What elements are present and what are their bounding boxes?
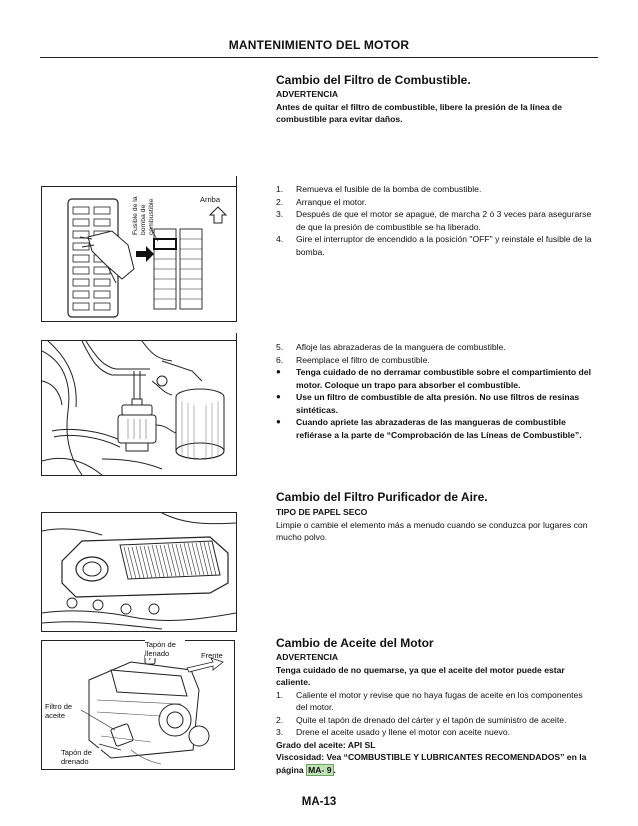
list-item: ● Tenga cuidado de no derramar combustible sobre el compartimiento del motor. Coloque un trapo para absorber el combustible.: [276, 367, 591, 390]
fuel-steps-list-2: [276, 341, 596, 441]
front-label: Frente: [201, 651, 223, 660]
fuse-box-figure: [41, 186, 237, 322]
air-filter-figure: [41, 512, 237, 632]
list-item: 5. Afloje las abrazaderas de la manguera de combustible.: [276, 342, 506, 352]
oil-grade: Grado del aceite: API SL: [276, 739, 376, 750]
oil-filter-label: Filtro de aceite: [45, 702, 81, 720]
page-header: MANTENIMIENTO DEL MOTOR: [228, 38, 410, 52]
list-item: 1. Caliente el motor y revise que no haya fugas de aceite en los componentes del motor.: [276, 689, 583, 712]
air-filter-section: [276, 490, 596, 544]
oil-section: [276, 636, 596, 776]
up-label: Arriba: [200, 195, 221, 204]
list-item: 2. Arranque el motor.: [276, 196, 367, 207]
air-filter-text: Limpie o cambie el elemento más a menudo cuando se conduzca por lugares con mucho polvo.: [276, 519, 588, 542]
engine-bay-drawing: [42, 341, 236, 475]
list-item: ● Cuando apriete las abrazaderas de las mangueras de combustible refiérase a la parte de “Comprobación de las Líneas de Combustible”.: [276, 417, 582, 440]
type-label: TIPO DE PAPEL SECO: [276, 507, 368, 517]
fuel-filter-section: [276, 73, 596, 126]
fuel-filter-figure: [41, 340, 237, 476]
section-title: Cambio de Aceite del Motor: [276, 636, 434, 650]
list-item: ● Use un filtro de combustible de alta presión. No use filtros de resinas sintéticas.: [276, 392, 580, 415]
air-cleaner-drawing: [42, 513, 236, 631]
list-item: 2. Quite el tapón de drenado del cárter y el tapón de suministro de aceite.: [276, 714, 567, 725]
warning-label: ADVERTENCIA: [276, 652, 339, 662]
warning-label: ADVERTENCIA: [276, 89, 339, 99]
warning-text: Antes de quitar el filtro de combustible, libere la presión de la línea de combustible para evitar daños.: [276, 101, 563, 124]
section-title: Cambio del Filtro de Combustible.: [276, 73, 471, 87]
section-title: Cambio del Filtro Purificador de Aire.: [276, 490, 488, 504]
fuse-label: Fusible de la bomba de combustible: [132, 196, 155, 235]
list-item: 3. Después de que el motor se apague, de marcha 2 ó 3 veces para asegurarse de que la presión de combustible se ha liberado.: [276, 209, 592, 232]
fill-cap-label: Tapón de llenado: [145, 640, 185, 658]
list-item: 4. Gire el interruptor de encendido a la posición "OFF" y reinstale el fusible de la bomba.: [276, 234, 592, 257]
oil-figure: [41, 640, 235, 770]
list-item: 6. Reemplace el filtro de combustible.: [276, 354, 430, 365]
warning-text: Tenga cuidado de no quemarse, ya que el aceite del motor puede estar caliente.: [276, 664, 565, 687]
list-item: 1. Remueva el fusible de la bomba de combustible.: [276, 184, 482, 194]
header-rule: [40, 57, 598, 58]
fuel-steps-list: [276, 183, 596, 258]
oil-viscosity: Viscosidad: Vea “COMBUSTIBLE Y LUBRICANTES RECOMENDADOS” en la página MA- 9 .: [276, 752, 587, 775]
page-number: MA-13: [301, 796, 337, 808]
page-reference-link[interactable]: MA- 9: [308, 764, 332, 775]
list-item: 3. Drene el aceite usado y llene el motor con aceite nuevo.: [276, 727, 511, 737]
drain-plug-label: Tapón de drenado: [61, 748, 101, 766]
